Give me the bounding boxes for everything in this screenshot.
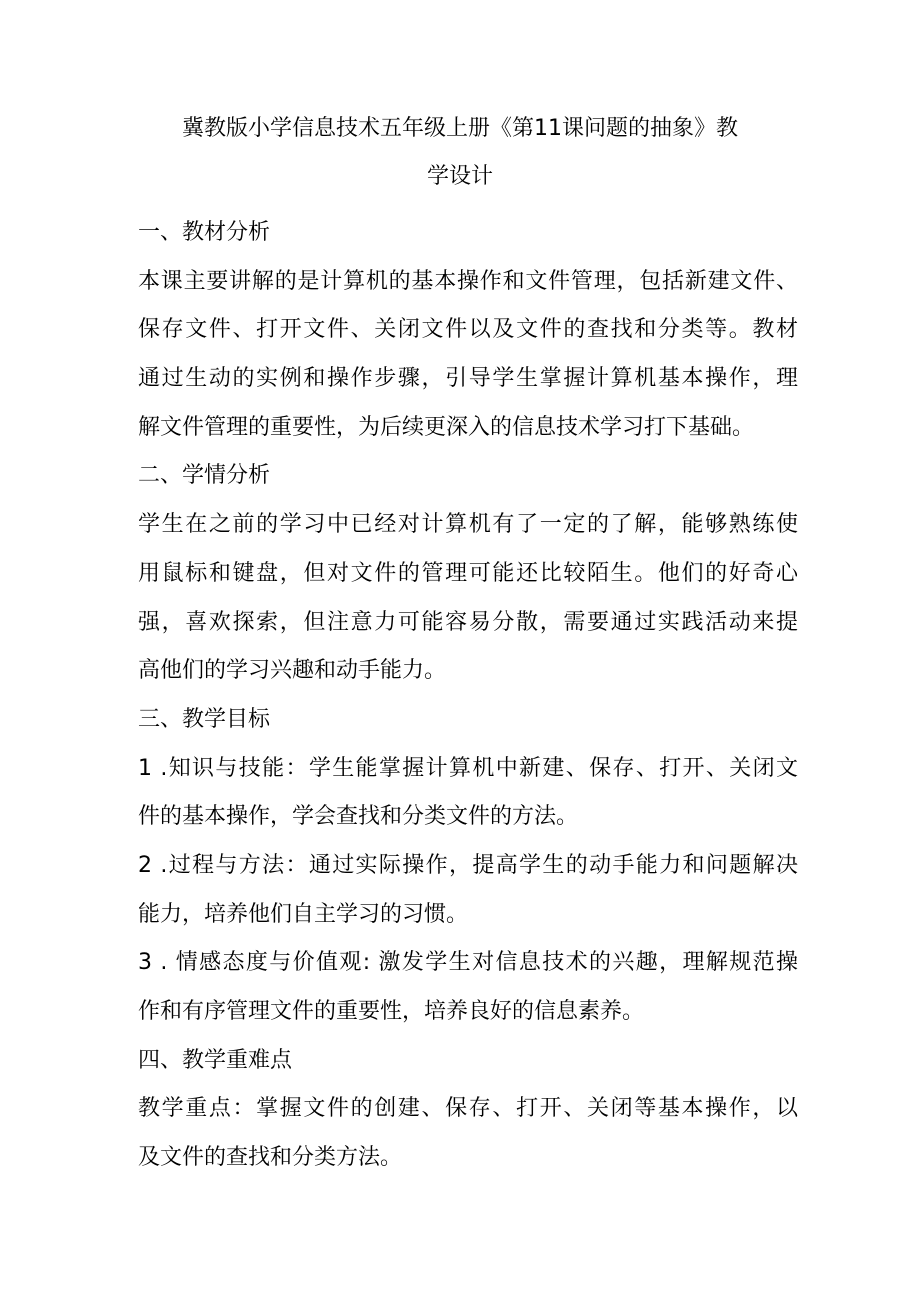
paragraph-line: 高他们的学习兴趣和动手能力。 (138, 658, 447, 684)
paragraph-line: 本课主要讲解的是计算机的基本操作和文件管理，包括新建文件、 (138, 268, 798, 294)
objective-line: 件的基本操作，学会查找和分类文件的方法。 (138, 804, 579, 830)
document-title-line-2: 学设计 (426, 164, 493, 189)
objective-line: 1 .知识与技能：学生能掌握计算机中新建、保存、打开、关闭文 (138, 755, 798, 781)
paragraph-line: 用鼠标和键盘，但对文件的管理可能还比较陌生。他们的好奇心 (138, 560, 798, 586)
objective-line: 能力，培养他们自主学习的习惯。 (138, 901, 469, 927)
section-heading-textbook-analysis: 一、教材分析 (138, 220, 271, 245)
section-heading-teaching-objectives: 三、教学目标 (138, 706, 271, 732)
section-heading-key-points: 四、教学重难点 (138, 1047, 293, 1073)
paragraph-line: 学生在之前的学习中已经对计算机有了一定的了解，能够熟练使 (138, 512, 798, 538)
paragraph-line: 通过生动的实例和操作步骤，引导学生掌握计算机基本操作，理 (138, 366, 798, 392)
objective-line: 3 . 情感态度与价值观: 激发学生对信息技术的兴趣，理解规范操 (138, 950, 798, 976)
document-title-line-1: 冀教版小学信息技术五年级上册《第11课问题的抽象》教 (182, 116, 738, 141)
paragraph-line: 强，喜欢探索，但注意力可能容易分散，需要通过实践活动来提 (138, 609, 798, 635)
paragraph-line: 解文件管理的重要性，为后续更深入的信息技术学习打下基础。 (138, 414, 755, 440)
paragraph-line: 教学重点：掌握文件的创建、保存、打开、关闭等基本操作，以 (138, 1096, 798, 1122)
paragraph-line: 及文件的查找和分类方法。 (138, 1145, 403, 1171)
document-body (138, 209, 798, 1183)
objective-line: 2 .过程与方法：通过实际操作，提高学生的动手能力和问题解决 (138, 852, 798, 878)
objective-line: 作和有序管理文件的重要性，培养良好的信息素养。 (138, 999, 645, 1024)
paragraph-line: 保存文件、打开文件、关闭文件以及文件的查找和分类等。教材 (138, 317, 798, 343)
section-heading-student-analysis: 二、学情分析 (138, 463, 271, 489)
